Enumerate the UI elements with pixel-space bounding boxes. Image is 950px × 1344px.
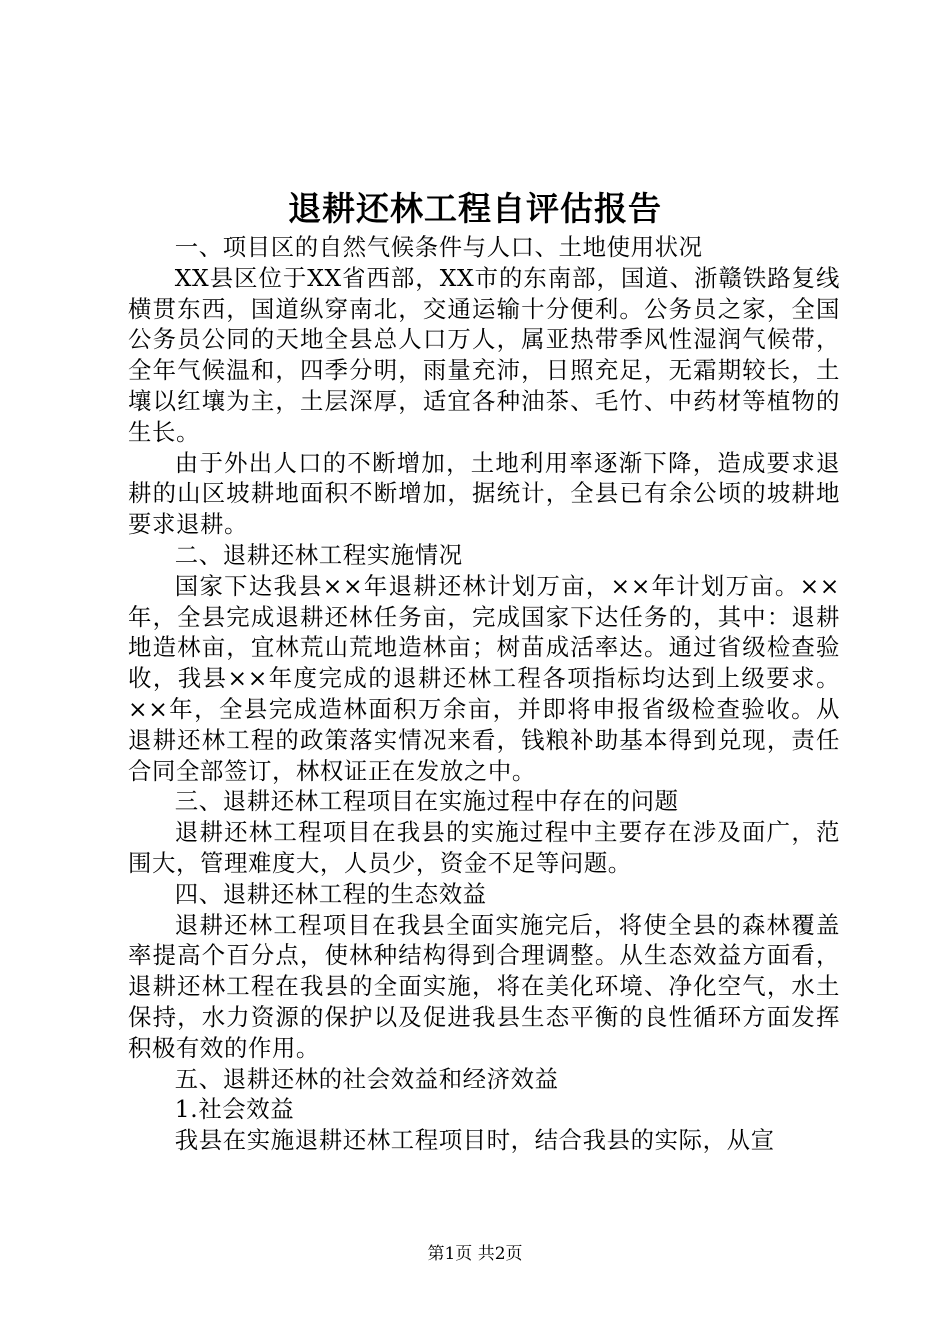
paragraph-ecological-benefit: 退耕还林工程项目在我县全面实施完后，将使全县的森林覆盖率提高个百分点，使林种结构得到合理调整。从生态效益方面看，退耕还林工程在我县的全面实施，将在美化环境、净化空气，水土保持，水力资源的保护以及促进我县生态平衡的良性循环方面发挥积极有效的作用。: [128, 910, 840, 1062]
paragraph-problems: 退耕还林工程项目在我县的实施过程中主要存在涉及面广，范围大，管理难度大，人员少，资金不足等问题。: [128, 818, 840, 877]
paragraph-social-benefit: 我县在实施退耕还林工程项目时，结合我县的实际，从宣: [174, 1126, 775, 1155]
section-heading-3: 三、退耕还林工程项目在实施过程中存在的问题: [174, 787, 679, 816]
paragraph-location-climate: XX县区位于XX省西部，XX市的东南部，国道、浙赣铁路复线横贯东西，国道纵穿南北，交通运输十分便利。公务员之家，全国公务员公同的天地全县总人口万人，属亚热带季风性湿润气候带，全年气候温和，四季分明，雨量充沛，日照充足，无霜期较长，土壤以红壤为主，土层深厚，适宜各种油茶、毛竹、中药材等植物的生长。: [128, 263, 840, 446]
section-heading-4: 四、退耕还林工程的生态效益: [174, 879, 487, 908]
section-heading-2: 二、退耕还林工程实施情况: [174, 540, 463, 569]
subsection-heading-social: 1.社会效益: [174, 1095, 295, 1124]
paragraph-land-use: 由于外出人口的不断增加，土地利用率逐渐下降，造成要求退耕的山区坡耕地面积不断增加，据统计，全县已有余公顷的坡耕地要求退耕。: [128, 448, 840, 539]
document-body: [128, 232, 840, 1156]
document-title: 退耕还林工程自评估报告: [288, 189, 662, 228]
page-footer: 第1页 共2页: [427, 1244, 523, 1264]
section-heading-1: 一、项目区的自然气候条件与人口、土地使用状况: [174, 233, 703, 261]
section-heading-5: 五、退耕还林的社会效益和经济效益: [174, 1064, 559, 1093]
paragraph-implementation: 国家下达我县××年退耕还林计划万亩，××年计划万亩。××年，全县完成退耕还林任务亩，完成国家下达任务的，其中：退耕地造林亩，宜林荒山荒地造林亩；树苗成活率达。通过省级检查验收，我县××年度完成的退耕还林工程各项指标均达到上级要求。××年，全县完成造林面积万余亩，并即将申报省级检查验收。从退耕还林工程的政策落实情况来看，钱粮补助基本得到兑现，责任合同全部签订，林权证正在发放之中。: [128, 571, 840, 785]
